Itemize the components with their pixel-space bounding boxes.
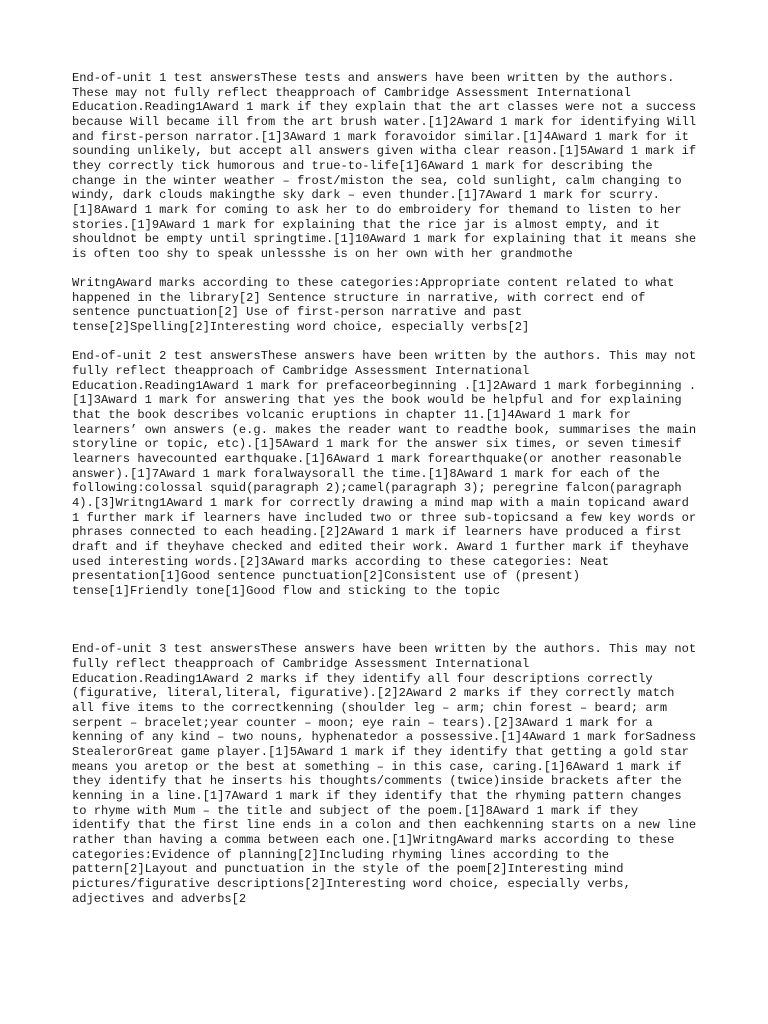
- unit-2-answers-paragraph: End-of-unit 2 test answersThese answers have been written by the authors. This may not fully reflect theapproach of Cambridge Assessment International Education.Reading1Award 1 mark for prefaceorbeginning .[1]2Award 1 mark forbeginning .[1]3Award 1 mark for answering that yes the book would be helpful and for explaining that the book describes volcanic eruptions in chapter 11.[1]4Award 1 mark for learners’ own answers (e.g. makes the reader want to readthe book, summarises the main storyline or topic, etc).[1]5Award 1 mark for the answer six times, or seven timesif learners havecounted earthquake.[1]6Award 1 mark forearthquake(or another reasonable answer).[1]7Award 1 mark foralwaysorall the time.[1]8Award 1 mark for each of the following:colossal squid(paragraph 2);camel(paragraph 3); peregrine falcon(paragraph 4).[3]Writng1Award 1 mark for correctly drawing a mind map with a main topicand award 1 further mark if learners have included two or three sub-topicsand a few key words or phrases connected to each heading.[2]2Award 1 mark if learners have produced a first draft and if theyhave checked and edited their work. Award 1 further mark if theyhave used interesting words.[2]3Award marks according to these categories: Neat presentation[1]Good sentence punctuation[2]Consistent use of (present) tense[1]Friendly tone[1]Good flow and sticking to the topic: [72, 349, 697, 598]
- unit-1-writing-paragraph: WritngAward marks according to these categories:Appropriate content related to what happened in the library[2] Sentence structure in narrative, with correct end of sentence punctuation[2] Use of first-person narrative and past tense[2]Spelling[2]Interesting word choice, especially verbs[2]: [72, 276, 675, 335]
- document-page: [72, 71, 700, 906]
- paragraph-spacer: [72, 599, 700, 643]
- unit-3-answers-paragraph: End-of-unit 3 test answersThese answers have been written by the authors. This may not fully reflect theapproach of Cambridge Assessment International Education.Reading1Award 2 marks if they identify all four descriptions correctly (figurative, literal,literal, figurative).[2]2Award 2 marks if they correctly match all five items to the correctkenning (shoulder leg – arm; chin forest – beard; arm serpent – bracelet;year counter – moon; eye rain – tears).[2]3Award 1 mark for a kenning of any kind – two nouns, hyphenatedor a possessive.[1]4Award 1 mark forSadness StealerorGreat game player.[1]5Award 1 mark if they identify that getting a gold star means you aretop or the best at something – in this case, caring.[1]6Award 1 mark if they identify that he inserts his thoughts/comments (twice)inside brackets after the kenning in a line.[1]7Award 1 mark if they identify that the rhyming pattern changes to rhyme with Mum – the title and subject of the poem.[1]8Award 1 mark if they identify that the first line ends in a colon and then eachkenning starts on a new line rather than having a comma between each one.[1]WritngAward marks according to these categories:Evidence of planning[2]Including rhyming lines according to the pattern[2]Layout and punctuation in the style of the poem[2]Interesting mind pictures/figurative descriptions[2]Interesting word choice, especially verbs, adjectives and adverbs[2: [72, 642, 697, 906]
- unit-1-answers-paragraph: End-of-unit 1 test answersThese tests and answers have been written by the authors. These may not fully reflect theapproach of Cambridge Assessment International Education.Reading1Award 1 mark if they explain that the art classes were not a success because Will became ill from the art brush water.[1]2Award 1 mark for identifying Will and first-person narrator.[1]3Award 1 mark foravoidor similar.[1]4Award 1 mark for it sounding unlikely, but accept all answers given witha clear reason.[1]5Award 1 mark if they correctly tick humorous and true-to-life[1]6Award 1 mark for describing the change in the winter weather – frost/miston the sea, cold sunlight, calm changing to windy, dark clouds makingthe sky dark – even thunder.[1]7Award 1 mark for scurry.[1]8Award 1 mark for coming to ask her to do embroidery for themand to listen to her stories.[1]9Award 1 mark for explaining that the rice jar is almost empty, and it shouldnot be empty until springtime.[1]10Award 1 mark for explaining that it means she is often too shy to speak unlessshe is on her own with her grandmothe: [72, 71, 697, 261]
- paragraph-spacer: [72, 335, 700, 350]
- paragraph-spacer: [72, 262, 700, 277]
